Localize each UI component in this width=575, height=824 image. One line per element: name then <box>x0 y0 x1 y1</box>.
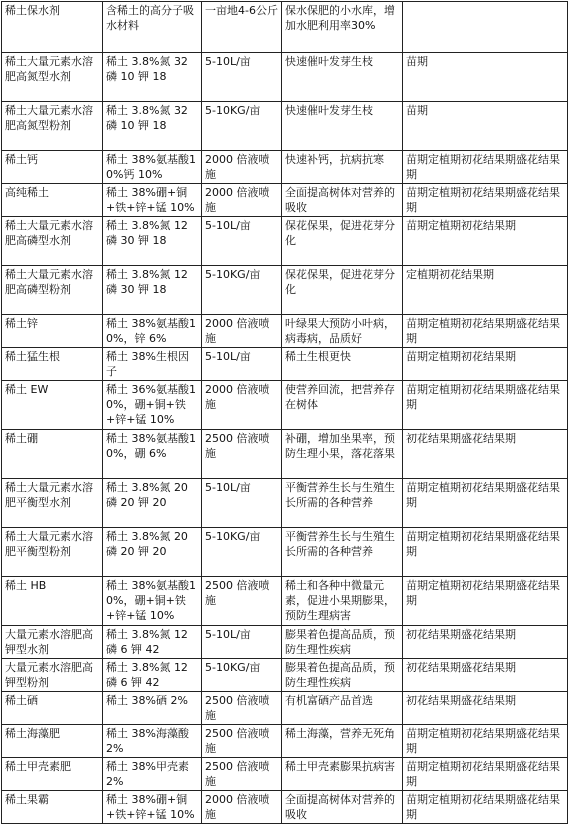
cell-function: 使营养回流，把营养存在树体 <box>282 381 403 430</box>
cell-product-name: 稀土大量元素水溶肥高磷型粉剂 <box>2 266 103 315</box>
cell-product-name: 稀土甲壳素肥 <box>2 758 103 791</box>
cell-dosage: 2500 倍液喷施 <box>202 758 282 791</box>
table-row <box>2 659 568 692</box>
header-composition: 含稀土的高分子吸水材料 <box>103 2 202 53</box>
cell-product-name: 稀土果霸 <box>2 791 103 824</box>
cell-dosage: 5-10KG/亩 <box>202 102 282 151</box>
cell-composition: 稀土 38%硼+铜+铁+锌+锰 10% <box>103 791 202 824</box>
cell-period: 初花结果期盛花结果期 <box>403 692 568 725</box>
cell-composition: 稀土 3.8%氮 32 磷 10 钾 18 <box>103 102 202 151</box>
cell-composition: 稀土 3.8%氮 12 磷 6 钾 42 <box>103 659 202 692</box>
table-row <box>2 348 568 381</box>
cell-function: 膨果着色提高品质，预防生理性疾病 <box>282 659 403 692</box>
cell-function: 快速催叶发芽生枝 <box>282 102 403 151</box>
cell-product-name: 稀土大量元素水溶肥平衡型粉剂 <box>2 528 103 577</box>
cell-composition: 稀土 3.8%氮 20 磷 20 钾 20 <box>103 528 202 577</box>
cell-function: 保花保果，促进花芽分化 <box>282 217 403 266</box>
cell-composition: 稀土 38%生根因子 <box>103 348 202 381</box>
cell-composition: 稀土 36%氨基酸10%，硼+铜+铁+锌+锰 10% <box>103 381 202 430</box>
cell-composition: 稀土 38%氨基酸10%，锌 6% <box>103 315 202 348</box>
cell-dosage: 5-10L/亩 <box>202 217 282 266</box>
table-row <box>2 577 568 626</box>
cell-product-name: 稀土硒 <box>2 692 103 725</box>
cell-period: 苗期定植期初花结果期盛花结果期 <box>403 791 568 824</box>
cell-product-name: 稀土大量元素水溶肥高氮型水剂 <box>2 53 103 102</box>
cell-period: 苗期定植期初花结果期盛花结果期 <box>403 184 568 217</box>
cell-function: 稀土海藻，营养无死角 <box>282 725 403 758</box>
table-row <box>2 626 568 659</box>
cell-function: 叶绿果大预防小叶病，病毒病，品质好 <box>282 315 403 348</box>
cell-period: 苗期定植期初花结果期盛花结果期 <box>403 315 568 348</box>
cell-product-name: 稀土钙 <box>2 151 103 184</box>
cell-period: 苗期定植期初花结果期盛花结果期 <box>403 758 568 791</box>
cell-composition: 稀土 38%海藻酸2% <box>103 725 202 758</box>
header-dosage: 一亩地4-6公斤 <box>202 2 282 53</box>
cell-period: 苗期定植期初花结果期盛花结果期 <box>403 151 568 184</box>
cell-composition: 稀土 3.8%氮 20 磷 20 钾 20 <box>103 479 202 528</box>
cell-dosage: 5-10KG/亩 <box>202 659 282 692</box>
cell-period: 初花结果期盛花结果期 <box>403 430 568 479</box>
cell-dosage: 5-10KG/亩 <box>202 266 282 315</box>
cell-function: 有机富硒产品首选 <box>282 692 403 725</box>
cell-product-name: 稀土海藻肥 <box>2 725 103 758</box>
cell-composition: 稀土 3.8%氮 12 磷 30 钾 18 <box>103 217 202 266</box>
cell-period: 苗期 <box>403 102 568 151</box>
header-product-name: 稀土保水剂 <box>2 2 103 53</box>
cell-period: 苗期定植期初花结果期盛花结果期 <box>403 479 568 528</box>
cell-composition: 稀土 3.8%氮 32 磷 10 钾 18 <box>103 53 202 102</box>
table-row <box>2 725 568 758</box>
cell-composition: 稀土 38%氨基酸10%钙 10% <box>103 151 202 184</box>
cell-product-name: 稀土猛生根 <box>2 348 103 381</box>
table-row <box>2 151 568 184</box>
table-row <box>2 791 568 824</box>
cell-dosage: 2000 倍液喷施 <box>202 791 282 824</box>
cell-dosage: 2000 倍液喷施 <box>202 381 282 430</box>
cell-product-name: 稀土 EW <box>2 381 103 430</box>
cell-function: 膨果着色提高品质，预防生理性疾病 <box>282 626 403 659</box>
cell-dosage: 2500 倍液喷施 <box>202 577 282 626</box>
table-row <box>2 315 568 348</box>
table-body <box>2 2 568 824</box>
cell-function: 稀土甲壳素膨果抗病害 <box>282 758 403 791</box>
cell-function: 稀土和各种中微量元素，促进小果期膨果，预防生理病害 <box>282 577 403 626</box>
cell-period: 定植期初花结果期 <box>403 266 568 315</box>
cell-period: 苗期定植期初花结果期盛花结果期 <box>403 577 568 626</box>
cell-dosage: 5-10L/亩 <box>202 53 282 102</box>
cell-composition: 稀土 38%硼+铜+铁+锌+锰 10% <box>103 184 202 217</box>
table-row <box>2 381 568 430</box>
cell-dosage: 2000 倍液喷施 <box>202 184 282 217</box>
cell-function: 全面提高树体对营养的吸收 <box>282 791 403 824</box>
cell-composition: 稀土 3.8%氮 12 磷 30 钾 18 <box>103 266 202 315</box>
cell-function: 补硼，增加坐果率，预防生理小果，落花落果 <box>282 430 403 479</box>
table-row <box>2 266 568 315</box>
cell-dosage: 2000 倍液喷施 <box>202 151 282 184</box>
cell-period: 苗期 <box>403 53 568 102</box>
cell-dosage: 5-10KG/亩 <box>202 528 282 577</box>
cell-product-name: 稀土大量元素水溶肥高氮型粉剂 <box>2 102 103 151</box>
cell-period: 苗期定植期初花结果期 <box>403 348 568 381</box>
cell-function: 快速催叶发芽生枝 <box>282 53 403 102</box>
cell-composition: 稀土 38%氨基酸10%，硼+铜+铁+锌+锰 10% <box>103 577 202 626</box>
table-row <box>2 217 568 266</box>
cell-dosage: 2000 倍液喷施 <box>202 315 282 348</box>
cell-product-name: 稀土锌 <box>2 315 103 348</box>
cell-product-name: 高纯稀土 <box>2 184 103 217</box>
table-row <box>2 758 568 791</box>
cell-period: 苗期定植期初花结果期盛花结果期 <box>403 725 568 758</box>
cell-function: 快速补钙，抗病抗寒 <box>282 151 403 184</box>
table-row <box>2 430 568 479</box>
cell-dosage: 2500 倍液喷施 <box>202 692 282 725</box>
cell-period: 初花结果期盛花结果期 <box>403 626 568 659</box>
cell-function: 平衡营养生长与生殖生长所需的各种营养 <box>282 479 403 528</box>
cell-dosage: 5-10L/亩 <box>202 348 282 381</box>
header-function: 保水保肥的小水库，增加水肥利用率30% <box>282 2 403 53</box>
cell-dosage: 5-10L/亩 <box>202 479 282 528</box>
cell-period: 初花结果期盛花结果期 <box>403 659 568 692</box>
cell-composition: 稀土 38%甲壳素2% <box>103 758 202 791</box>
cell-period: 苗期定植期初花结果期盛花结果期 <box>403 528 568 577</box>
cell-function: 平衡营养生长与生殖生长所需的各种营养 <box>282 528 403 577</box>
cell-composition: 稀土 38%硒 2% <box>103 692 202 725</box>
table-row <box>2 53 568 102</box>
cell-product-name: 大量元素水溶肥高钾型水剂 <box>2 626 103 659</box>
cell-product-name: 稀土大量元素水溶肥高磷型水剂 <box>2 217 103 266</box>
table-row <box>2 479 568 528</box>
table-header-row <box>2 2 568 53</box>
cell-product-name: 稀土硼 <box>2 430 103 479</box>
cell-period: 苗期定植期初花结果期盛花结果期 <box>403 381 568 430</box>
table-row <box>2 102 568 151</box>
cell-function: 全面提高树体对营养的吸收 <box>282 184 403 217</box>
header-period <box>403 2 568 53</box>
cell-product-name: 稀土大量元素水溶肥平衡型水剂 <box>2 479 103 528</box>
cell-composition: 稀土 3.8%氮 12 磷 6 钾 42 <box>103 626 202 659</box>
cell-dosage: 5-10L/亩 <box>202 626 282 659</box>
cell-dosage: 2500 倍液喷施 <box>202 430 282 479</box>
cell-dosage: 2500 倍液喷施 <box>202 725 282 758</box>
cell-product-name: 大量元素水溶肥高钾型粉剂 <box>2 659 103 692</box>
cell-function: 稀土生根更快 <box>282 348 403 381</box>
cell-period: 苗期定植期初花结果期 <box>403 217 568 266</box>
table-row <box>2 184 568 217</box>
table-row <box>2 528 568 577</box>
table-row <box>2 692 568 725</box>
cell-product-name: 稀土 HB <box>2 577 103 626</box>
product-table <box>1 1 568 824</box>
cell-composition: 稀土 38%氨基酸10%，硼 6% <box>103 430 202 479</box>
cell-function: 保花保果，促进花芽分化 <box>282 266 403 315</box>
